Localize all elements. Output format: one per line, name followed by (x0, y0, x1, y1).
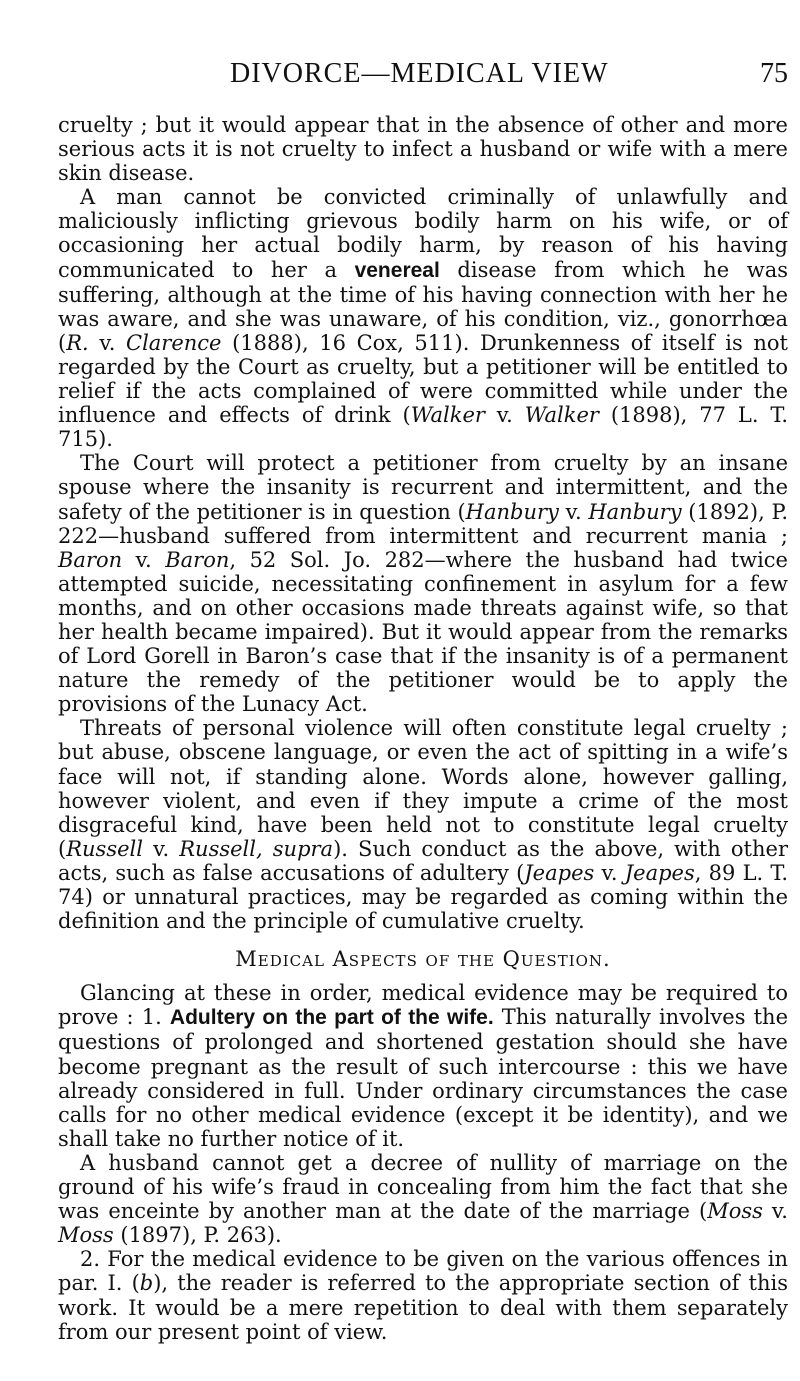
p6-versus: v. (762, 1199, 788, 1224)
p4-case-russell-2: Russell, supra (179, 836, 334, 861)
p3-text-3: , 52 Sol. Jo. 282—where the husband had twice attempted suicide, necessitating confinement in asylum for a few months, and on other occasions made threats against wife, so that her health became impaired). But it would appear from the remarks of Lord Gorell in Baron’s case that if the insanity is of a permanent nature the remedy of the petitioner would be to apply the provisions of the Lunacy Act. (58, 547, 788, 717)
p2-versus-1: v. (88, 330, 126, 355)
p4-text-3: , 89 L. T. 74) or unnatural practices, may be regarded as coming within the definition and the principle of cumulative cruelty. (58, 860, 788, 934)
p7-text-1: 2. For the medical evidence to be given on the various offences in par. I. ( (58, 1247, 788, 1296)
p7-text-2: ), the reader is referred to the appropriate section of this work. It would be a mere repetition to deal with them separately from our present point of view. (58, 1271, 788, 1344)
p2-text-1: A man cannot be convicted criminally of unlawfully and maliciously inflicting grievous bodily harm on his wife, or of occasioning her actual bodily harm, by reason of his having communicated to her a (58, 185, 788, 282)
page-number: 75 (760, 58, 788, 89)
p4-versus-2: v. (594, 860, 625, 885)
paragraph-1-text: cruelty ; but it would appear that in the absence of other and more serious acts it is not cruelty to infect a husband or wife with a mere skin disease. (58, 113, 788, 186)
running-title: DIVORCE—MEDICAL VIEW (230, 58, 609, 89)
p2-case-walker-2: Walker (524, 403, 599, 428)
paragraph-5 (58, 981, 788, 1151)
p5-text-2: This naturally involves the questions of prolonged and shortened gestation should she have become pregnant as the result of such intercourse : this we have already considered in full. Under ordinary circumstances the case calls for no other medical evidence (except it be identity), and we shall take no further notice of it. (58, 1005, 789, 1151)
p6-text-2: (1897), P. 263). (113, 1223, 282, 1248)
p4-text-2: ). Such conduct as the above, with other acts, such as false accusations of adultery ( (58, 836, 788, 885)
section-heading: Medical Aspects of the Question. (235, 947, 611, 972)
p2-text-4: (1898), 77 L. T. 715). (58, 403, 788, 452)
running-head (58, 58, 800, 98)
p2-case-walker-1: Walker (410, 403, 485, 428)
paragraph-1 (58, 113, 788, 185)
p4-case-russell-1: Russell (66, 836, 143, 861)
p4-case-jeapes-2: Jeapes (624, 860, 695, 885)
p3-case-hanbury-2: Hanbury (588, 499, 682, 524)
p3-versus-2: v. (122, 547, 166, 572)
p3-case-baron-1: Baron (58, 547, 123, 572)
p4-versus-1: v. (142, 836, 180, 861)
p7-italic-b: b (139, 1271, 154, 1296)
paragraph-7 (58, 1247, 788, 1343)
p3-text-2: (1892), P. 222—husband suffered from intermittent and recurrent mania ; (58, 499, 789, 548)
p4-case-jeapes-1: Jeapes (524, 860, 595, 885)
p6-text-1: A husband cannot get a decree of nullity of marriage on the ground of his wife’s fraud in concealing from him the fact that she was enceinte by another man at the date of the marriage ( (58, 1150, 788, 1224)
p5-text-1: Glancing at these in order, medical evidence may be required to prove : 1. (58, 981, 788, 1030)
body-text (58, 113, 788, 1344)
p2-case-clarence: Clarence (126, 330, 222, 355)
p2-text-3: (1888), 16 Cox, 511). Drunkenness of itself is not regarded by the Court as cruelty, but a petitioner will be entitled to relief if the acts complained of were committed while under the influence and effects of drink ( (58, 330, 788, 428)
p2-versus-2: v. (484, 403, 525, 428)
p5-emphasis-adultery: Adultery on the part of the wife. (169, 1006, 494, 1030)
p3-versus-1: v. (558, 499, 589, 524)
p2-case-r: R. (66, 330, 89, 355)
p3-case-hanbury-1: Hanbury (465, 499, 559, 524)
paragraph-3 (58, 451, 788, 716)
p6-case-moss-1: Moss (707, 1199, 763, 1224)
p4-text-1: Threats of personal violence will often constitute legal cruelty ; but abuse, obscene language, or even the act of spitting in a wife’s face will not, if standing alone. Words alone, however galling, however violent, and even if they impute a crime of the most disgraceful kind, have been held not to constitute legal cruelty ( (58, 716, 788, 861)
p3-case-baron-2: Baron (165, 547, 230, 572)
p2-emphasis-venereal: venereal (354, 258, 440, 282)
p2-text-2: disease from which he was suffering, although at the time of his having connection with her he was aware, and she was unaware, of his condition, viz., gonorrhœa ( (58, 257, 788, 355)
p3-text-1: The Court will protect a petitioner from cruelty by an insane spouse where the insanity is recurrent and intermittent, and the safety of the petitioner is in question ( (58, 451, 788, 524)
paragraph-4 (58, 716, 788, 933)
p6-case-moss-2: Moss (58, 1223, 114, 1248)
paragraph-6 (58, 1151, 788, 1247)
paragraph-2 (58, 185, 788, 451)
